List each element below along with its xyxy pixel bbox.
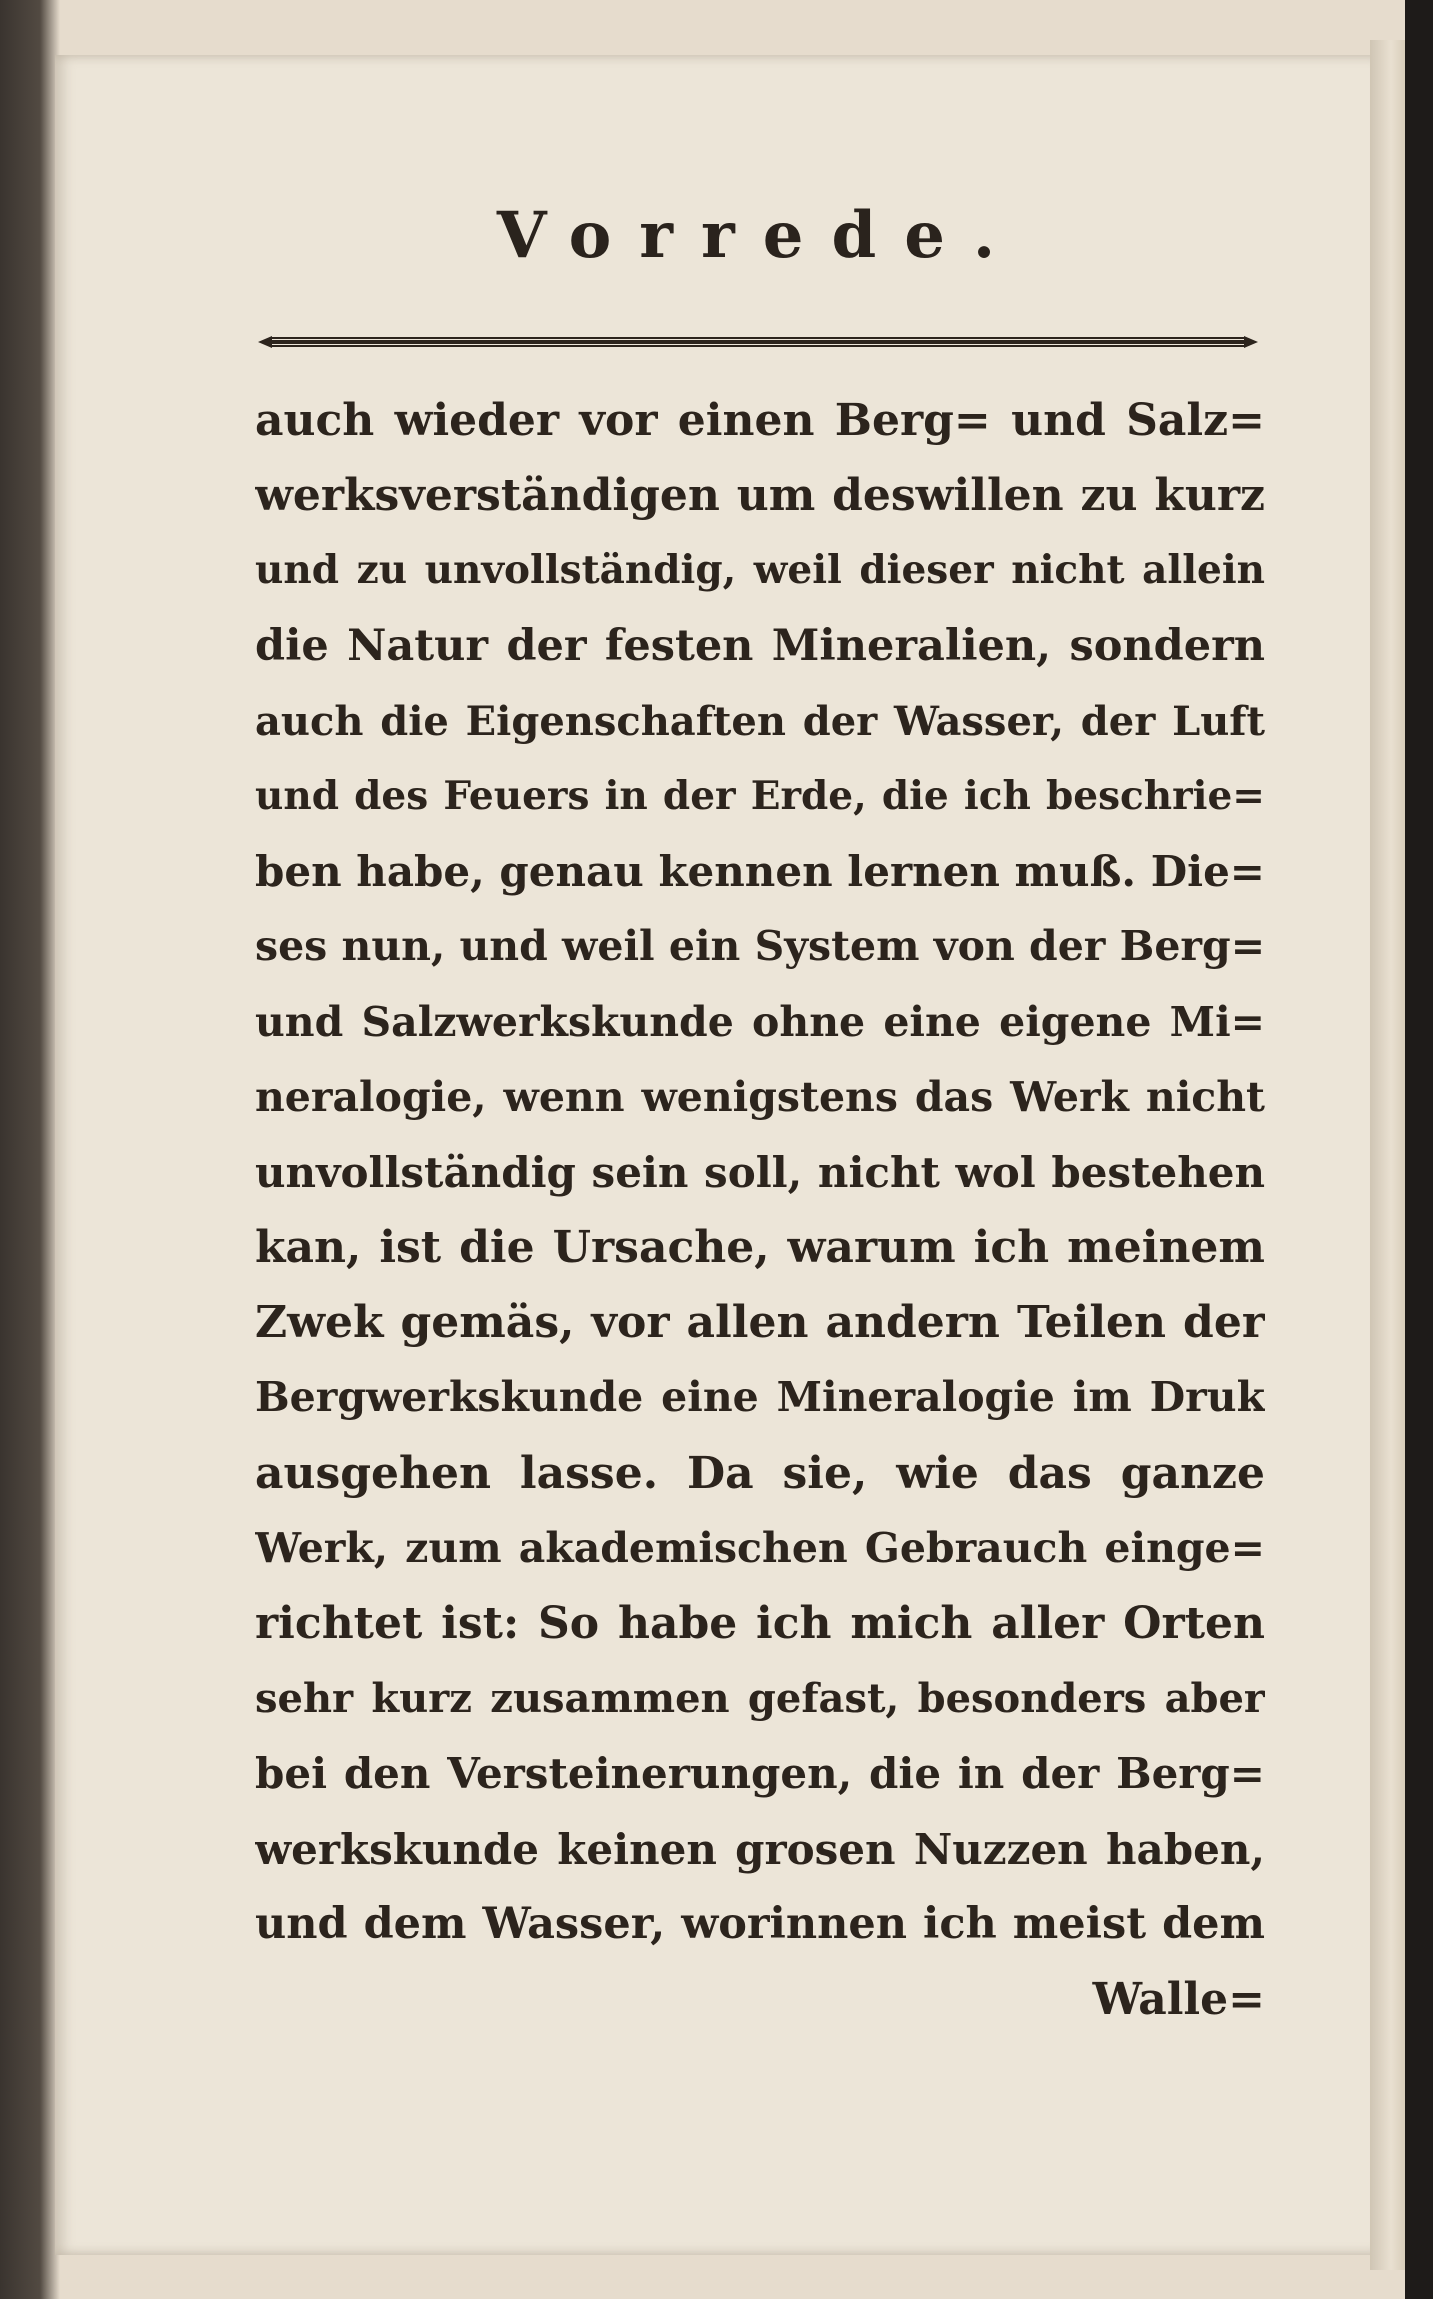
text-line: und Salzwerkskunde ohne eine eigene Mi= <box>255 997 1265 1046</box>
text-line: sehr kurz zusammen gefast, besonders aber <box>255 1675 1265 1723</box>
text-line: bei den Versteinerungen, die in der Berg= <box>255 1749 1265 1799</box>
next-page-edge <box>1370 40 1405 2270</box>
text-line: und des Feuers in der Erde, die ich beschrie= <box>255 772 1265 819</box>
catchword: Walle= <box>1092 1973 1265 2025</box>
text-line: ses nun, und weil ein System von der Berg= <box>255 922 1265 971</box>
text-line: neralogie, wenn wenigstens das Werk nicht <box>255 1072 1265 1121</box>
text-line: ben habe, genau kennen lernen muß. Die= <box>255 847 1265 897</box>
text-line: und zu unvollständig, weil dieser nicht allein <box>255 547 1265 594</box>
spine-shadow <box>1405 0 1433 2299</box>
text-line: Zwek gemäs, vor allen andern Teilen der <box>255 1297 1265 1349</box>
decorative-rule <box>258 332 1258 352</box>
text-line: werksverständigen um deswillen zu kurz <box>255 470 1265 522</box>
text-line: auch die Eigenschaften der Wasser, der Luft <box>255 697 1265 745</box>
text-line: die Natur der festen Mineralien, sondern <box>255 620 1265 671</box>
text-line: auch wieder vor einen Berg= und Salz= <box>255 395 1265 446</box>
body-text <box>255 383 1265 2037</box>
text-line: ausgehen lasse. Da sie, wie das ganze <box>255 1447 1265 1499</box>
text-line: und dem Wasser, worinnen ich meist dem <box>255 1898 1265 1949</box>
text-line: werkskunde keinen grosen Nuzzen haben, <box>255 1824 1265 1874</box>
page-heading: Vorrede. <box>496 198 1024 273</box>
text-line: richtet ist: So habe ich mich aller Orten <box>255 1598 1265 1649</box>
text-line: kan, ist die Ursache, warum ich meinem <box>255 1222 1265 1274</box>
text-line: Bergwerkskunde eine Mineralogie im Druk <box>255 1373 1265 1422</box>
text-line: unvollständig sein soll, nicht wol bestehen <box>255 1147 1265 1197</box>
text-line: Werk, zum akademischen Gebrauch einge= <box>255 1523 1265 1572</box>
